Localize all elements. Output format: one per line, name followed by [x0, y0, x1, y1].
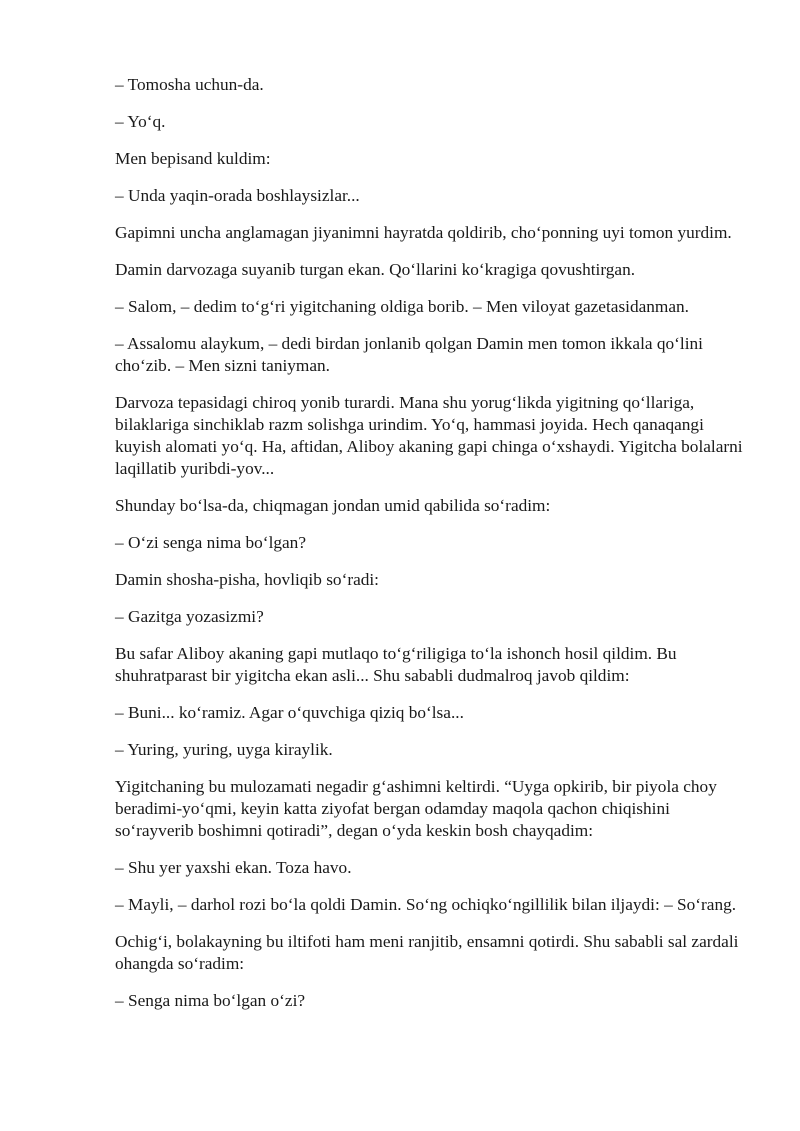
- paragraph: Yigitchaning bu mulozamati negadir g‘ashimni keltirdi. “Uyga opkirib, bir piyola choy beradimi-yo‘qmi, keyin katta ziyofat bergan odamday maqola qachon chiqishini so‘rayverib boshimni qotiradi”, degan o‘yda keskin bosh chayqadim:: [115, 777, 717, 840]
- paragraph: – Tomosha uchun-da.: [115, 75, 264, 94]
- paragraph: Ochig‘i, bolakayning bu iltifoti ham meni ranjitib, ensamni qotirdi. Shu sababli sal zardali ohangda so‘radim:: [115, 932, 739, 973]
- paragraph: – Salom, – dedim to‘g‘ri yigitchaning oldiga borib. – Men viloyat gazetasidanman.: [115, 297, 690, 316]
- document-page: [115, 74, 745, 1027]
- paragraph: – Buni... ko‘ramiz. Agar o‘quvchiga qiziq bo‘lsa...: [115, 703, 464, 722]
- paragraph: – Yo‘q.: [115, 112, 166, 131]
- paragraph: – Senga nima bo‘lgan o‘zi?: [115, 991, 306, 1010]
- paragraph: Damin shosha-pisha, hovliqib so‘radi:: [115, 570, 379, 589]
- paragraph: Men bepisand kuldim:: [115, 149, 271, 168]
- paragraph: Gapimni uncha anglamagan jiyanimni hayratda qoldirib, cho‘ponning uyi tomon yurdim.: [115, 223, 732, 242]
- paragraph: – Assalomu alaykum, – dedi birdan jonlanib qolgan Damin men tomon ikkala qo‘lini cho‘zib. – Men sizni taniyman.: [115, 334, 703, 375]
- paragraph: – Yuring, yuring, uyga kiraylik.: [115, 740, 333, 759]
- paragraph: – Shu yer yaxshi ekan. Toza havo.: [115, 858, 352, 877]
- paragraph: Damin darvozaga suyanib turgan ekan. Qo‘llarini ko‘kragiga qovushtirgan.: [115, 260, 636, 279]
- paragraph: – Unda yaqin-orada boshlaysizlar...: [115, 186, 360, 205]
- paragraph: Shunday bo‘lsa-da, chiqmagan jondan umid qabilida so‘radim:: [115, 496, 551, 515]
- paragraph: Darvoza tepasidagi chiroq yonib turardi. Mana shu yorug‘likda yigitning qo‘llariga, bilaklariga sinchiklab razm solishga urindim. Yo‘q, hammasi joyida. Hech qanaqangi kuyish alomati yo‘q. Ha, aftidan, Aliboy akaning gapi chinga o‘xshaydi. Yigitcha bolalarni laqillatib yuribdi-yov...: [115, 393, 743, 478]
- paragraph: – O‘zi senga nima bo‘lgan?: [115, 533, 306, 552]
- paragraph: – Mayli, – darhol rozi bo‘la qoldi Damin. So‘ng ochiqko‘ngillilik bilan iljaydi: – So‘rang.: [115, 895, 737, 914]
- paragraph: Bu safar Aliboy akaning gapi mutlaqo to‘g‘riligiga to‘la ishonch hosil qildim. Bu shuhratparast bir yigitcha ekan asli... Shu sababli dudmalroq javob qildim:: [115, 644, 677, 685]
- paragraph: – Gazitga yozasizmi?: [115, 607, 264, 626]
